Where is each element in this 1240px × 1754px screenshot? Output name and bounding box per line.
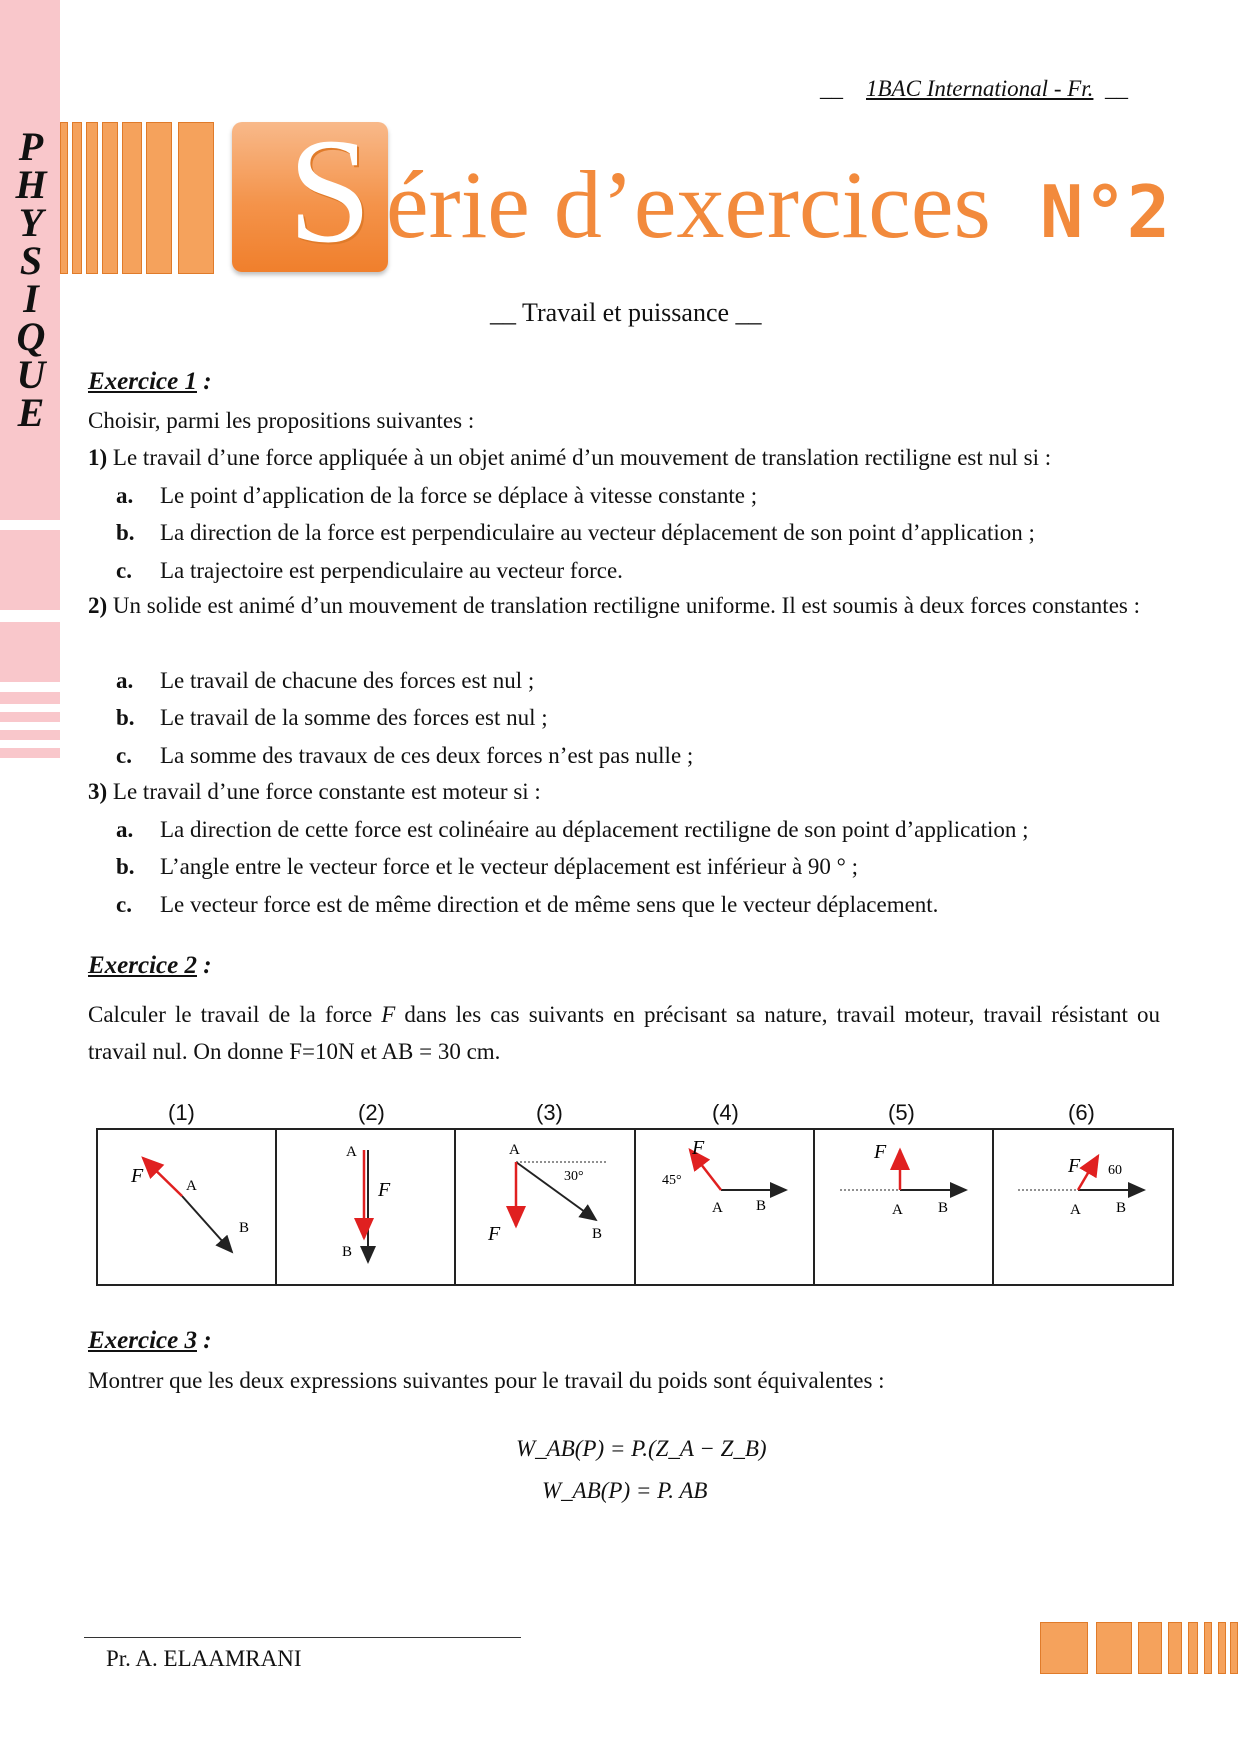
exercise1-intro: Choisir, parmi les propositions suivantes : bbox=[88, 408, 475, 433]
point-b-label: B bbox=[342, 1244, 353, 1260]
deco-bar bbox=[122, 122, 142, 274]
panel-label: (2) bbox=[358, 1100, 385, 1125]
footer-rule bbox=[84, 1637, 521, 1638]
panel-5-diagram bbox=[840, 1141, 966, 1218]
angle-label: 60 bbox=[1108, 1163, 1122, 1178]
exercise2-heading: Exercice 2 : bbox=[88, 952, 212, 979]
exercise1-q1-option: c. La trajectoire est perpendiculaire au vecteur force. bbox=[116, 558, 623, 583]
exercise1-q1: 1) Le travail d’une force appliquée à un objet animé d’un mouvement de translation rectiligne est nul si : bbox=[88, 445, 1052, 470]
point-a-label: A bbox=[186, 1178, 197, 1194]
deco-bar bbox=[1168, 1622, 1182, 1674]
series-number: N°2 bbox=[1040, 170, 1171, 254]
panel-2-diagram bbox=[342, 1144, 391, 1262]
panel-label: (3) bbox=[536, 1100, 563, 1125]
deco-bar bbox=[72, 122, 82, 274]
point-a-label: A bbox=[1070, 1202, 1081, 1218]
force-label: F bbox=[378, 1179, 391, 1201]
force-arrow bbox=[143, 1158, 182, 1196]
force-label: F bbox=[692, 1137, 705, 1159]
exercise1-q3: 3) Le travail d’une force constante est moteur si : bbox=[88, 779, 541, 804]
point-b-label: B bbox=[938, 1200, 949, 1216]
deco-bar bbox=[60, 122, 68, 274]
exercise1-q3-option: a. La direction de cette force est colinéaire au déplacement rectiligne de son point d’application ; bbox=[116, 817, 1029, 842]
exercise1-q3-option: b. L’angle entre le vecteur force et le vecteur déplacement est inférieur à 90 ° ; bbox=[116, 854, 858, 879]
exercise1-heading: Exercice 1 : bbox=[88, 368, 212, 395]
exercise1-q2-option: a. Le travail de chacune des forces est nul ; bbox=[116, 668, 535, 693]
level-label: __ 1BAC International - Fr. __ bbox=[820, 76, 1128, 101]
formula-2: W_AB(P) = P. AB bbox=[542, 1478, 708, 1503]
point-b-label: B bbox=[1116, 1200, 1127, 1216]
exercise1-q2: 2) Un solide est animé d’un mouvement de translation rectiligne uniforme. Il est soumis à deux forces constantes : bbox=[88, 593, 1140, 618]
exercise3-heading: Exercice 3 : bbox=[88, 1327, 212, 1354]
exercise1-q3-option: c. Le vecteur force est de même direction et de même sens que le vecteur déplacement. bbox=[116, 892, 939, 917]
sidebar-block bbox=[0, 530, 60, 610]
angle-label: 30° bbox=[564, 1169, 584, 1184]
force-diagrams bbox=[96, 1128, 1176, 1290]
sidebar-stripe bbox=[0, 712, 60, 722]
deco-bar bbox=[1138, 1622, 1162, 1674]
point-a-label: A bbox=[892, 1202, 903, 1218]
subject-vertical-label: P H Y S I Q U E bbox=[15, 124, 47, 435]
force-label: F bbox=[1068, 1155, 1081, 1177]
deco-bar bbox=[1218, 1622, 1226, 1674]
page-subtitle: __ Travail et puissance __ bbox=[490, 298, 762, 327]
panel-label: (6) bbox=[1068, 1100, 1095, 1125]
title-letter: S bbox=[288, 108, 372, 274]
sidebar-stripe bbox=[0, 730, 60, 740]
panel-6-diagram bbox=[1018, 1155, 1144, 1218]
author-name: Pr. A. ELAAMRANI bbox=[106, 1646, 302, 1671]
point-a-label: A bbox=[346, 1144, 357, 1160]
deco-bar bbox=[1188, 1622, 1198, 1674]
deco-bar bbox=[146, 122, 172, 274]
force-label: F bbox=[488, 1223, 501, 1245]
formula-1: W_AB(P) = P.(Z_A − Z_B) bbox=[516, 1436, 767, 1461]
panel-label: (4) bbox=[712, 1100, 739, 1125]
deco-bar bbox=[1204, 1622, 1212, 1674]
panel-label: (5) bbox=[888, 1100, 915, 1125]
exercise2-statement: Calculer le travail de la force F dans les cas suivants en précisant sa nature, travail moteur, travail résistant ou travail nul. On donne F=10N et AB = 30 cm. bbox=[88, 1002, 1161, 1064]
sidebar-block bbox=[0, 622, 60, 682]
exercise1-q2-option: c. La somme des travaux de ces deux forces n’est pas nulle ; bbox=[116, 743, 694, 768]
deco-bar bbox=[1040, 1622, 1088, 1674]
panel-1-diagram bbox=[130, 1158, 249, 1252]
deco-bar bbox=[1096, 1622, 1132, 1674]
panel-4-diagram bbox=[662, 1137, 786, 1216]
page-title: érie d’exercices bbox=[386, 151, 991, 258]
displacement-arrow bbox=[182, 1196, 232, 1252]
deco-bar bbox=[102, 122, 118, 274]
displacement-arrow bbox=[516, 1162, 596, 1220]
exercise3-intro: Montrer que les deux expressions suivantes pour le travail du poids sont équivalentes : bbox=[88, 1368, 885, 1393]
force-symbol: F bbox=[381, 1002, 396, 1027]
force-label: F bbox=[131, 1165, 144, 1187]
point-b-label: B bbox=[239, 1220, 250, 1236]
deco-bar bbox=[178, 122, 214, 274]
point-a-label: A bbox=[509, 1142, 520, 1158]
force-arrow bbox=[1078, 1156, 1098, 1190]
angle-label: 45° bbox=[662, 1173, 682, 1188]
point-b-label: B bbox=[756, 1198, 767, 1214]
exercise1-q2-option: b. Le travail de la somme des forces est nul ; bbox=[116, 705, 548, 730]
point-b-label: B bbox=[592, 1226, 603, 1242]
panel-3-diagram bbox=[487, 1142, 606, 1245]
point-a-label: A bbox=[712, 1200, 723, 1216]
sidebar-stripe bbox=[0, 748, 60, 758]
deco-bar bbox=[1230, 1622, 1238, 1674]
force-label: F bbox=[874, 1141, 887, 1163]
exercise1-q1-option: a. Le point d’application de la force se déplace à vitesse constante ; bbox=[116, 483, 758, 508]
panel-label: (1) bbox=[168, 1100, 195, 1125]
sidebar-stripe bbox=[0, 692, 60, 704]
deco-bar bbox=[86, 122, 98, 274]
exercise1-q1-option: b. La direction de la force est perpendiculaire au vecteur déplacement de son point d’application ; bbox=[116, 520, 1035, 545]
